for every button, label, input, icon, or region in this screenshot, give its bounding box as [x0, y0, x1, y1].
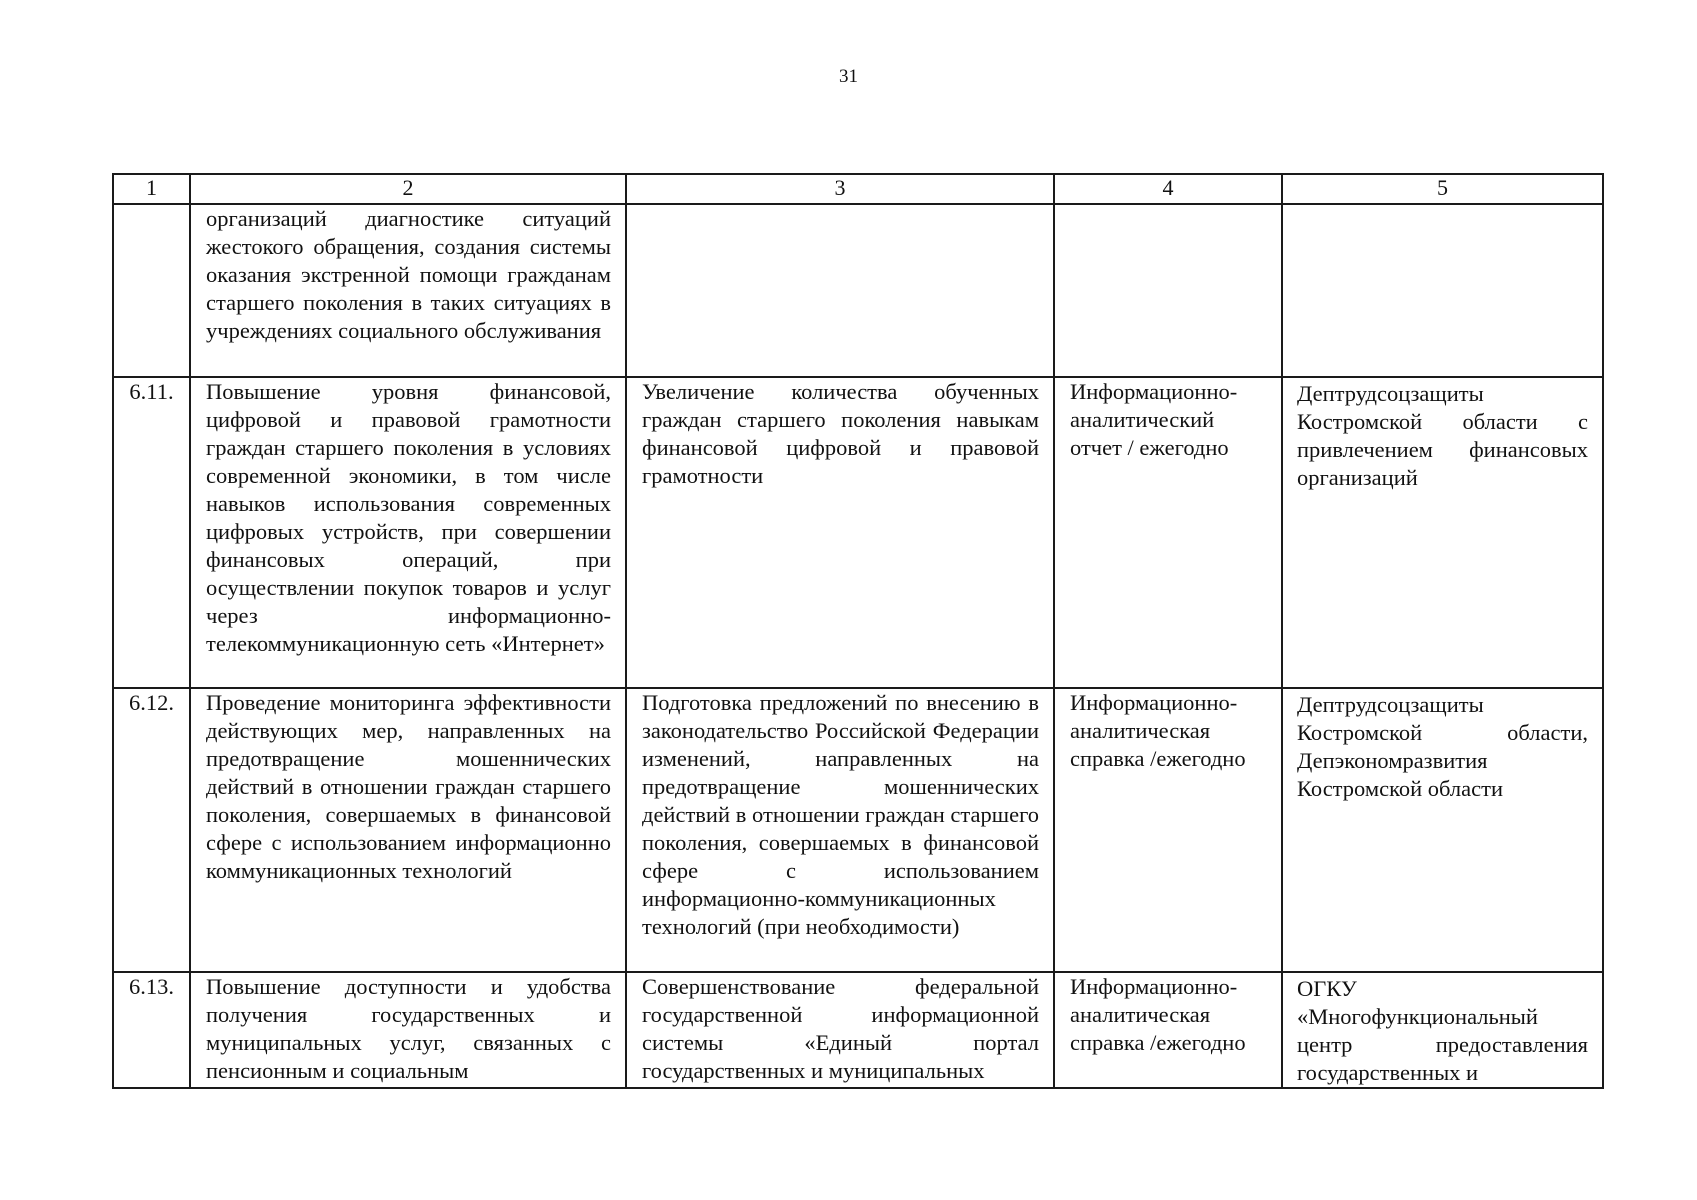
- responsible-cell: [1282, 204, 1603, 377]
- table-header-row: [113, 174, 1603, 204]
- result-cell: Увеличение количества обученных граждан старшего поколения навыкам финансовой цифровой и правовой грамотности: [626, 377, 1054, 688]
- measure-cell: Проведение мониторинга эффективности действующих мер, направленных на предотвращение мошеннических действий в отношении граждан старшего поколения, совершаемых в финансовой сфере с использованием информационно коммуникационных технологий: [190, 688, 626, 972]
- result-cell: Подготовка предложений по внесению в законодательство Российской Федерации изменений, направленных на предотвращение мошеннических действий в отношении граждан старшего поколения, совершаемых в финансовой сфере с использованием информационно-коммуникационных технологий (при необходимости): [626, 688, 1054, 972]
- row-number: 6.12.: [113, 688, 190, 972]
- responsible-cell: Дептрудсоцзащиты Костромской области, Депэкономразвития Костромской области: [1282, 688, 1603, 972]
- table-row: [113, 972, 1603, 1088]
- result-cell: [626, 204, 1054, 377]
- header-col-2: 2: [190, 174, 626, 204]
- table-row: [113, 688, 1603, 972]
- responsible-cell: Дептрудсоцзащиты Костромской области с привлечением финансовых организаций: [1282, 377, 1603, 688]
- header-col-3: 3: [626, 174, 1054, 204]
- result-cell: Совершенствование федеральной государственной информационной системы «Единый портал государственных и муниципальных: [626, 972, 1054, 1088]
- measure-cell: Повышение уровня финансовой, цифровой и правовой грамотности граждан старшего поколения в условиях современной экономики, в том числе навыков использования современных цифровых устройств, при совершении финансовых операций, при осуществлении покупок товаров и услуг через информационно-телекоммуникационную сеть «Интернет»: [190, 377, 626, 688]
- report-cell: Информационно-аналитическая справка /ежегодно: [1054, 688, 1282, 972]
- report-cell: Информационно-аналитическая справка /ежегодно: [1054, 972, 1282, 1088]
- page-number: 31: [839, 66, 858, 87]
- table-row: [113, 377, 1603, 688]
- measure-cell: Повышение доступности и удобства получения государственных и муниципальных услуг, связанных с пенсионным и социальным: [190, 972, 626, 1088]
- responsible-cell: ОГКУ «Многофункциональный центр предоставления государственных и: [1282, 972, 1603, 1088]
- header-col-4: 4: [1054, 174, 1282, 204]
- row-number: 6.13.: [113, 972, 190, 1088]
- header-col-5: 5: [1282, 174, 1603, 204]
- report-cell: [1054, 204, 1282, 377]
- row-number: [113, 204, 190, 377]
- activities-table: [112, 173, 1604, 1089]
- header-col-1: 1: [113, 174, 190, 204]
- row-number: 6.11.: [113, 377, 190, 688]
- measure-cell: организаций диагностике ситуаций жестокого обращения, создания системы оказания экстренной помощи гражданам старшего поколения в таких ситуациях в учреждениях социального обслуживания: [190, 204, 626, 377]
- report-cell: Информационно-аналитический отчет / ежегодно: [1054, 377, 1282, 688]
- table-row: [113, 204, 1603, 377]
